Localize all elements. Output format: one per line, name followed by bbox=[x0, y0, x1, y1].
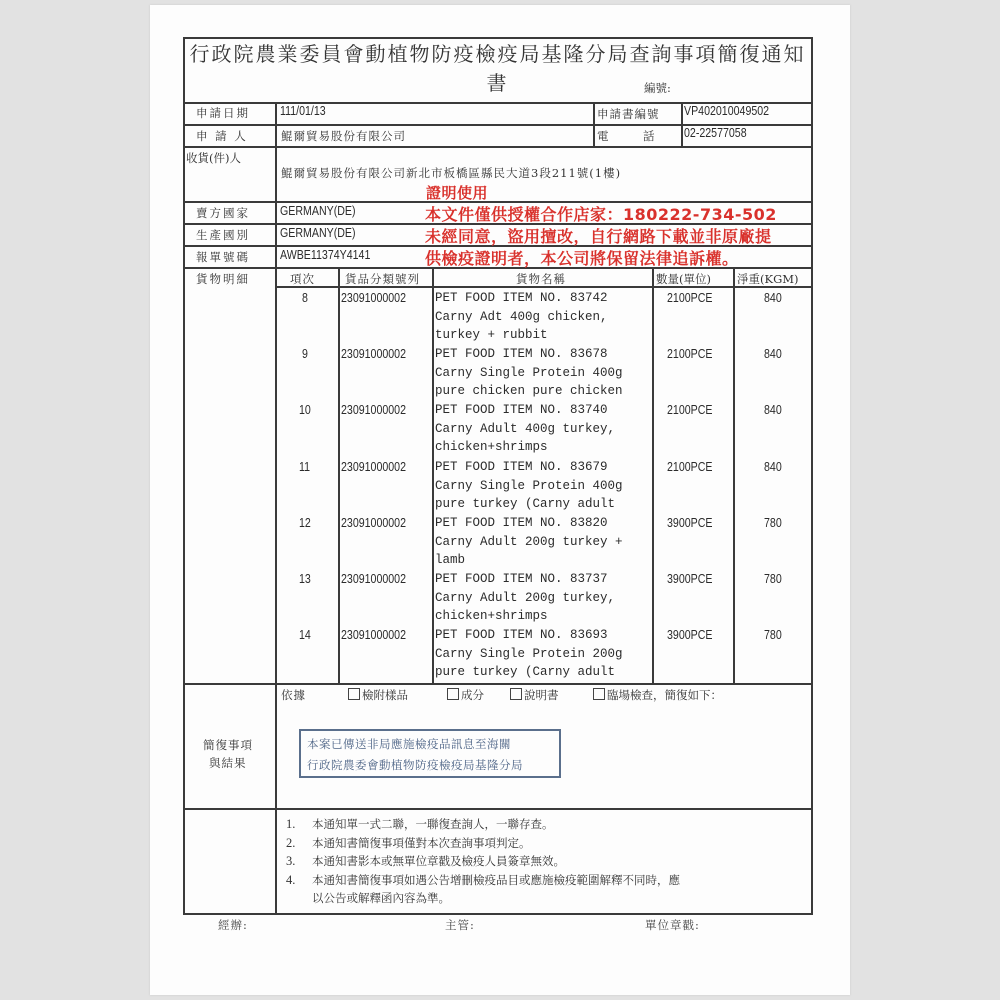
net-weight: 840 bbox=[764, 403, 782, 417]
item-no: 11 bbox=[299, 460, 311, 474]
item-no: 10 bbox=[299, 403, 311, 417]
phone-label: 電 話 bbox=[597, 129, 655, 143]
goods-name: PET FOOD ITEM NO. 83693 Carny Single Protein 200g pure turkey (Carny adult bbox=[435, 628, 623, 680]
net-weight: 840 bbox=[764, 347, 782, 361]
seller-country-value: GERMANY(DE) bbox=[280, 204, 356, 218]
stamp-line-2: 行政院農委會動植物防疫檢疫局基隆分局 bbox=[307, 758, 523, 772]
item-no: 12 bbox=[299, 516, 311, 530]
declaration-no-value: AWBE11374Y4141 bbox=[280, 248, 371, 262]
item-no: 14 bbox=[299, 628, 311, 642]
document-title: 行政院農業委員會動植物防疫檢疫局基隆分局查詢事項簡復通知書 bbox=[189, 42, 806, 95]
notes-list bbox=[286, 815, 680, 908]
quantity: 3900PCE bbox=[667, 572, 713, 586]
goods-name: PET FOOD ITEM NO. 83740 Carny Adult 400g turkey, chicken+shrimps bbox=[435, 403, 616, 455]
watermark-line-4: 供檢疫證明者，本公司將保留法律追訴權。 bbox=[425, 249, 739, 268]
hs-code: 23091000002 bbox=[341, 516, 407, 530]
hs-code: 23091000002 bbox=[341, 460, 407, 474]
official-stamp bbox=[299, 729, 561, 778]
col-goods-name: 貨物名稱 bbox=[516, 272, 566, 286]
item-no: 9 bbox=[302, 347, 308, 361]
net-weight: 780 bbox=[764, 516, 782, 530]
checkbox-icon[interactable] bbox=[593, 688, 605, 700]
origin-country-value: GERMANY(DE) bbox=[280, 226, 356, 240]
quantity: 2100PCE bbox=[667, 403, 713, 417]
goods-name: PET FOOD ITEM NO. 83678 Carny Single Protein 400g pure chicken pure chicken bbox=[435, 347, 623, 399]
supervisor-signature-label: 主管: bbox=[445, 918, 475, 932]
apply-date-value: 111/01/13 bbox=[280, 104, 326, 118]
note-item: 3. 本通知書影本或無單位章戳及檢疫人員簽章無效。 bbox=[286, 854, 565, 868]
quantity: 2100PCE bbox=[667, 291, 713, 305]
checkbox-ingredients[interactable]: 成分 bbox=[447, 687, 484, 703]
hs-code: 23091000002 bbox=[341, 572, 407, 586]
hs-code: 23091000002 bbox=[341, 628, 407, 642]
goods-section-label: 貨物明細 bbox=[196, 272, 250, 286]
hs-code: 23091000002 bbox=[341, 403, 407, 417]
application-no-label: 申請書編號 bbox=[597, 107, 660, 121]
goods-name: PET FOOD ITEM NO. 83820 Carny Adult 200g turkey + lamb bbox=[435, 516, 623, 568]
goods-name: PET FOOD ITEM NO. 83679 Carny Single Protein 400g pure turkey (Carny adult bbox=[435, 460, 623, 512]
apply-date-label: 申請日期 bbox=[196, 106, 250, 120]
net-weight: 840 bbox=[764, 291, 782, 305]
quantity: 3900PCE bbox=[667, 628, 713, 642]
hs-code: 23091000002 bbox=[341, 347, 407, 361]
declaration-no-label: 報單號碼 bbox=[196, 250, 250, 264]
net-weight: 780 bbox=[764, 572, 782, 586]
item-no: 8 bbox=[302, 291, 308, 305]
goods-name: PET FOOD ITEM NO. 83742 Carny Adt 400g chicken, turkey + rubbit bbox=[435, 291, 608, 343]
watermark-line-3: 未經同意，盜用擅改，自行網路下載並非原廠提 bbox=[425, 227, 772, 246]
hs-code: 23091000002 bbox=[341, 291, 407, 305]
checkbox-icon[interactable] bbox=[510, 688, 522, 700]
consignee-value: 鯤爾貿易股份有限公司新北市板橋區縣民大道3段211號(1樓) bbox=[281, 166, 622, 180]
goods-name: PET FOOD ITEM NO. 83737 Carny Adult 200g turkey, chicken+shrimps bbox=[435, 572, 616, 624]
checkbox-icon[interactable] bbox=[447, 688, 459, 700]
watermark-line-1: 證明使用 bbox=[426, 184, 489, 202]
application-no-value: VP402010049502 bbox=[684, 104, 770, 118]
handler-signature-label: 經辦: bbox=[218, 918, 248, 932]
col-net-weight: 淨重(KGM) bbox=[737, 272, 799, 286]
origin-country-label: 生產國別 bbox=[196, 228, 250, 242]
checkbox-icon[interactable] bbox=[348, 688, 360, 700]
col-item-no: 項次 bbox=[290, 272, 315, 286]
quantity: 2100PCE bbox=[667, 460, 713, 474]
consignee-label: 收貨(件)人 bbox=[186, 151, 241, 165]
net-weight: 840 bbox=[764, 460, 782, 474]
applicant-label: 申 請 人 bbox=[196, 129, 248, 143]
item-no: 13 bbox=[299, 572, 311, 586]
note-item: 4. 本通知書簡復事項如遇公告增刪檢疫品目或應施檢疫範圍解釋不同時，應 bbox=[286, 872, 680, 887]
phone-value: 02-22577058 bbox=[684, 126, 747, 140]
checkbox-manual[interactable]: 說明書 bbox=[510, 687, 559, 703]
note-item: 2. 本通知書簡復事項僅對本次查詢事項判定。 bbox=[286, 835, 531, 850]
reply-section-label-2: 與結果 bbox=[209, 756, 247, 770]
watermark-line-2: 本文件僅供授權合作店家：180222-734-502 bbox=[425, 205, 777, 224]
quantity: 2100PCE bbox=[667, 347, 713, 361]
net-weight: 780 bbox=[764, 628, 782, 642]
serial-number-label: 編號: bbox=[644, 81, 671, 95]
stamp-line-1: 本案已傳送非局應施檢疫品訊息至海關 bbox=[307, 737, 511, 751]
reply-section-label-1: 簡復事項 bbox=[203, 738, 253, 752]
checkbox-sample[interactable]: 檢附樣品 bbox=[348, 687, 408, 703]
col-hs-code: 貨品分類號列 bbox=[345, 272, 420, 286]
seller-country-label: 賣方國家 bbox=[196, 206, 250, 220]
col-quantity: 數量(單位) bbox=[656, 272, 711, 286]
unit-seal-label: 單位章戳: bbox=[645, 918, 700, 932]
checkbox-onsite-inspection[interactable]: 臨場檢查，簡復如下： bbox=[593, 687, 722, 703]
applicant-value: 鯤爾貿易股份有限公司 bbox=[281, 129, 406, 143]
note-item: 1. 本通知單一式二聯，一聯復查詢人，一聯存查。 bbox=[286, 817, 554, 831]
quantity: 3900PCE bbox=[667, 516, 713, 530]
basis-label: 依據 bbox=[281, 688, 306, 702]
note-item-continuation: 以公告或解釋函內容為準。 bbox=[312, 891, 450, 905]
